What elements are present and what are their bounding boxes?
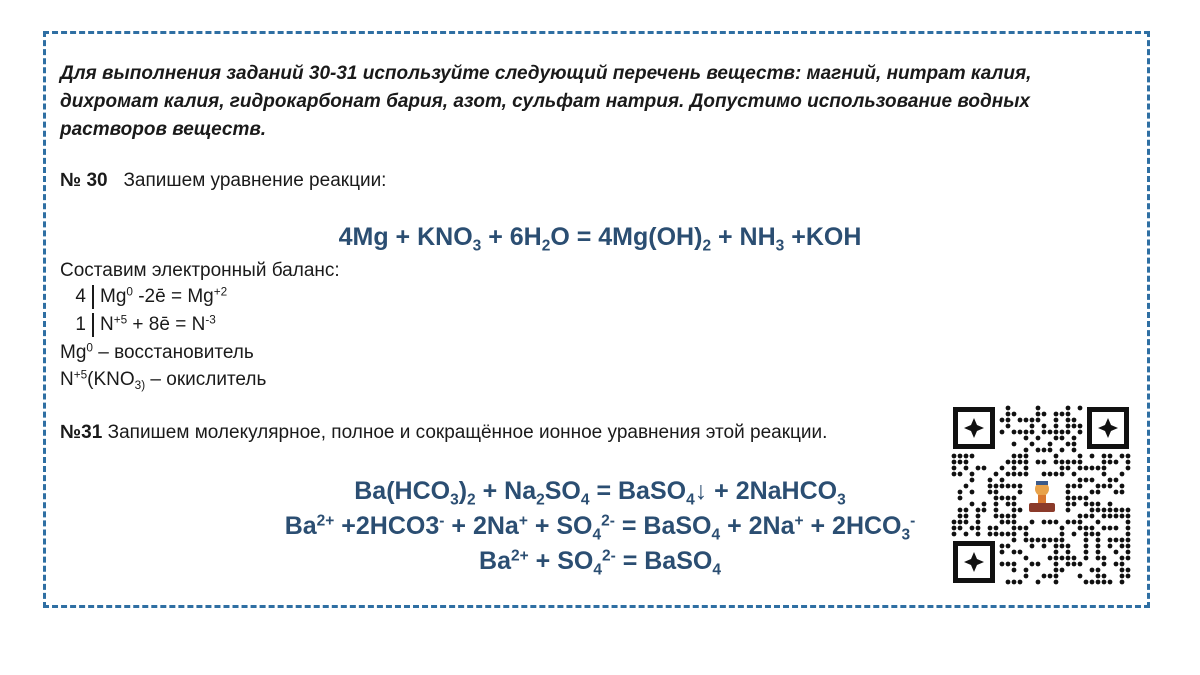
equation-30: $4Mg + KNO_3 + 6H_2O = 4Mg(OH)_2 + NH_3 +KOH$ bbox=[338, 223, 862, 255]
balance-row-n: 1 $N^{+5}$ + 8ē = $N^{-3}$ bbox=[75, 313, 216, 335]
equation-31-short-ionic: $Ba^{2+} + SO_4^{2-}$ = BaSO$_4$ bbox=[479, 547, 721, 579]
qr-center-logo-icon bbox=[1025, 477, 1059, 515]
equation-31-molecular: $Ba(HCO_3)_2 + Na_2SO_4$ = BaSO$_4$↓ + 2NaHCO$_3$ bbox=[354, 477, 846, 509]
task30-number: № 30 bbox=[60, 170, 108, 191]
task30-heading bbox=[60, 169, 386, 193]
intro-text: Для выполнения заданий 30-31 используйте следующий перечень веществ: магний, нитрат калия, дихромат калия, гидрокарбонат бария, азот, сульфат натрия. Допустимо использование водных растворов веществ. bbox=[60, 63, 1032, 140]
qr-finder-top-left bbox=[953, 407, 995, 449]
task31-text: Запишем молекулярное, полное и сокращённое ионное уравнения этой реакции. bbox=[107, 422, 828, 443]
qr-finder-top-right bbox=[1087, 407, 1129, 449]
oxidizer-line: $N^{+5}(KNO_{3)}$ – окислитель bbox=[60, 368, 267, 393]
reducer-line: Mg$^0$ – восстановитель bbox=[60, 341, 254, 363]
task31-number: №31 bbox=[60, 422, 103, 443]
task30-text: Запишем уравнение реакции: bbox=[123, 170, 387, 191]
balance-row-mg: 4 Mg$^0$ -2ē = $Mg^{+2}$ bbox=[75, 285, 228, 307]
qr-finder-bottom-left bbox=[953, 541, 995, 583]
electron-balance bbox=[66, 283, 227, 339]
balance-title: Составим электронный баланс: bbox=[60, 260, 340, 281]
qr-code[interactable] bbox=[951, 405, 1131, 585]
equation-31-full-ionic: $Ba^{2+} +2HCO3^- + 2Na^+ + SO_4^{2-}$ = BaSO$_4$ + $2Na^+ + 2HCO_3^-$ bbox=[284, 512, 916, 544]
task31-heading bbox=[60, 421, 827, 445]
